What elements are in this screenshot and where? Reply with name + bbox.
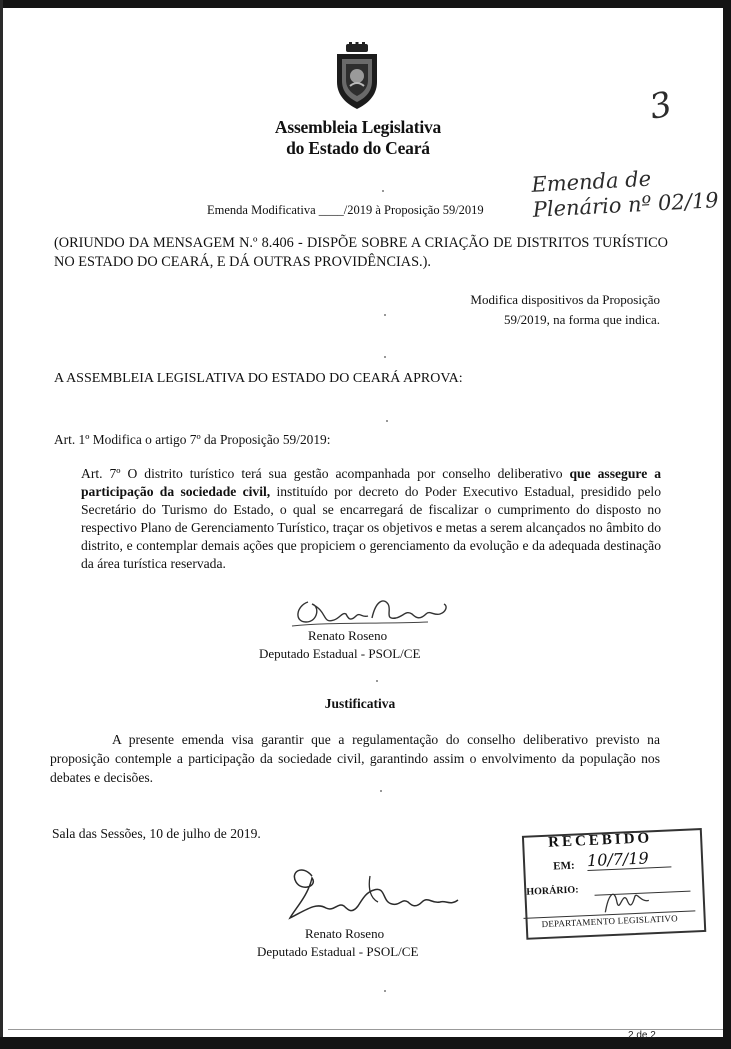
article-7-part-1: Art. 7º O distrito turístico terá sua gestão acompanhada por conselho deliberativo [81,466,570,481]
signer-role-2: Deputado Estadual - PSOL/CE [257,944,419,959]
scan-border-left [0,0,3,1049]
org-line-1: Assembleia Legislativa [274,117,442,137]
subject-heading: (ORIUNDO DA MENSAGEM N.º 8.406 - DISPÕE SOBRE A CRIAÇÃO DE DISTRITOS TURÍSTICO NO ESTADO DO CEARÁ, E DÁ OUTRAS PROVIDÊNCIAS.). [54,235,668,270]
article-7-part-2: instituído por decreto do Poder Executivo Estadual, presidido pelo Secretário do Turismo do Estado, o qual se encarregará de fiscalizar o cumprimento do disposto no respectivo Plano de Gerenciamento Turístico, traçar os objetivos e metas a serem alcançados no âmbito do distrito, e contemplar demais ações que propiciem o gerenciamento da evolução e da adequada destinação da área turística reservada. [81,484,661,571]
modifica-line-1: Modifica dispositivos da Proposição [470,292,660,307]
article-1: Art. 1º Modifica o artigo 7º da Proposição 59/2019: [54,432,331,447]
session-date: Sala das Sessões, 10 de julho de 2019. [52,826,261,841]
stamp-date-value: 10/7/19 [587,847,672,871]
modifica-line-2: 59/2019, na forma que indica. [504,312,660,327]
scan-speck [382,190,384,192]
signer-role-1: Deputado Estadual - PSOL/CE [259,646,421,661]
signer-name-2: Renato Roseno [305,926,385,941]
scan-speck [386,420,388,422]
stamp-time-label: HORÁRIO: [526,884,579,898]
org-line-2: do Estado do Ceará [286,138,430,158]
scan-speck [384,356,386,358]
stamp-department: DEPARTAMENTO LEGISLATIVO [523,910,695,929]
organization-name [220,117,496,159]
article-7-bold-part: que assegure a participação da sociedade civil, [81,466,661,499]
scan-border-bottom [0,1037,731,1049]
justificativa-text: A presente emenda visa garantir que a regulamentação do conselho deliberativo previsto na proposição contemple a participação da sociedade civil, garantindo assim o envolvimento da população nos debates e decisões. [50,732,660,785]
scan-speck [384,990,386,992]
modifica-summary [410,290,660,330]
footer-rule [8,1029,723,1030]
handwritten-note-line-2: Plenário nº 02/19 [532,188,720,222]
stamp-title: RECEBIDO [547,830,653,851]
scan-speck [380,790,382,792]
handwritten-signature-2 [282,862,472,932]
handwritten-page-mark: 3 [646,84,676,128]
scan-speck [376,680,378,682]
scan-border-top [0,0,731,8]
handwritten-note-line-1: Emenda de [530,166,652,197]
handwritten-note [531,163,719,223]
stamp-date-label: EM: [553,859,575,873]
emenda-reference: Emenda Modificativa ____/2019 à Proposição 59/2019 [207,203,484,217]
coat-of-arms-icon [332,42,382,110]
scan-border-right [723,0,731,1049]
signer-name-1: Renato Roseno [308,628,388,643]
scan-speck [384,314,386,316]
page-number: 2 de 2 [628,1030,656,1041]
received-stamp [518,824,707,940]
enacting-clause: A ASSEMBLEIA LEGISLATIVA DO ESTADO DO CEARÁ APROVA: [54,371,463,386]
justificativa-heading: Justificativa [324,696,396,711]
article-7-text [81,465,661,573]
